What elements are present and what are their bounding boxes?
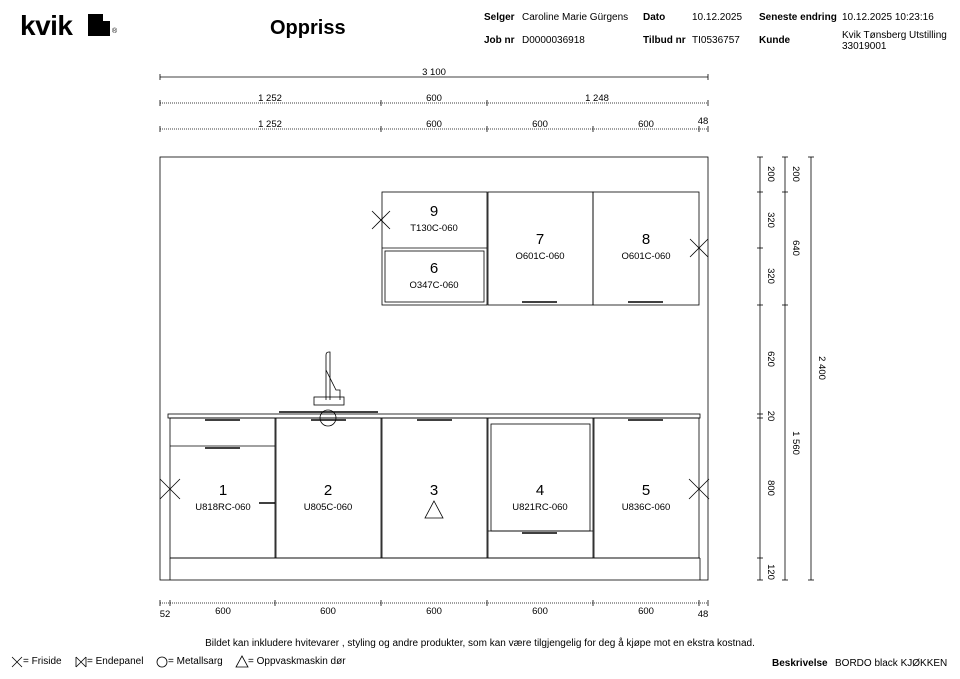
seller-value: Caroline Marie Gürgens (522, 12, 629, 23)
dim-total-height: 2 400 (816, 356, 827, 380)
dim-row2-a: 1 252 (258, 93, 282, 104)
dim-total-width: 3 100 (422, 67, 446, 78)
dim-right-2a: 200 (790, 166, 801, 182)
offer-value: TI0536757 (692, 35, 740, 46)
legend-metallsarg: = Metallsarg (168, 656, 223, 667)
dim-row2-c: 1 248 (585, 93, 609, 104)
dim-bottom-c: 600 (426, 606, 442, 617)
dim-bottom-e: 600 (638, 606, 654, 617)
dim-right-1a: 200 (765, 166, 776, 182)
dim-bottom-b: 600 (320, 606, 336, 617)
cabinet-4-code: U821RC-060 (512, 502, 568, 513)
date-label: Dato (643, 12, 666, 23)
cabinet-8-code: O601C-060 (621, 251, 671, 262)
customer-value: Kvik Tønsberg Utstilling (842, 30, 947, 41)
cabinet-7-code: O601C-060 (515, 251, 565, 262)
cabinet-9-code: T130C-060 (410, 223, 458, 234)
brand-logo: kvik (20, 10, 73, 41)
legend-friside: = Friside (23, 656, 62, 667)
cabinet-6-code: O347C-060 (409, 280, 459, 291)
dim-row3-b: 600 (426, 119, 442, 130)
description-value: BORDO black KJØKKEN (835, 658, 948, 669)
job-value: D0000036918 (522, 35, 585, 46)
seller-label: Selger (484, 12, 515, 23)
cabinet-2-number: 2 (323, 482, 333, 499)
cabinet-4-number: 4 (535, 482, 545, 499)
dim-right-1e: 20 (765, 410, 776, 422)
dim-right-1c: 320 (765, 268, 776, 284)
offer-label: Tilbud nr (643, 35, 686, 46)
legend-oppvaskmaskin: = Oppvaskmaskin dør (248, 656, 346, 667)
dim-row3-end: 48 (697, 116, 709, 127)
cabinet-6-number: 6 (429, 260, 439, 277)
dim-row3-d: 600 (638, 119, 654, 130)
dim-right-1d: 620 (765, 351, 776, 367)
dim-bottom-d: 600 (532, 606, 548, 617)
disclaimer: Bildet kan inkludere hvitevarer , styling og andre produkter, som kan være tilgjengelig for deg å kjøpe mot en ekstra kostnad. (205, 638, 755, 649)
dim-bottom-start: 52 (159, 609, 171, 620)
dim-bottom-a: 600 (215, 606, 231, 617)
dim-bottom-end: 48 (697, 609, 709, 620)
dim-row3-a: 1 252 (258, 119, 282, 130)
cabinet-5-code: U836C-060 (621, 502, 671, 513)
dim-right-2c: 1 560 (790, 431, 801, 455)
customer-label: Kunde (759, 35, 791, 46)
cabinet-8-number: 8 (641, 231, 651, 248)
cabinet-3-number: 3 (429, 482, 439, 499)
registered-mark: ® (112, 28, 118, 35)
dim-right-1g: 120 (765, 564, 776, 580)
job-label: Job nr (484, 35, 515, 46)
dim-right-1f: 800 (765, 480, 776, 496)
cabinet-1-number: 1 (218, 482, 228, 499)
dim-row3-c: 600 (532, 119, 548, 130)
cabinet-5-number: 5 (641, 482, 651, 499)
cabinet-1-code: U818RC-060 (195, 502, 251, 513)
date-value: 10.12.2025 (692, 12, 743, 23)
cabinet-2-code: U805C-060 (303, 502, 353, 513)
last-change-value: 10.12.2025 10:23:16 (842, 12, 934, 23)
page-title: Oppriss (270, 17, 346, 39)
legend-endepanel: = Endepanel (87, 656, 144, 667)
cabinet-9-number: 9 (429, 203, 439, 220)
dim-row2-b: 600 (426, 93, 442, 104)
last-change-label: Seneste endring (759, 12, 837, 23)
customer-number: 33019001 (842, 41, 887, 52)
dim-right-2b: 640 (790, 240, 801, 256)
dim-right-1b: 320 (765, 212, 776, 228)
description-label: Beskrivelse (772, 658, 828, 669)
cabinet-7-number: 7 (535, 231, 545, 248)
